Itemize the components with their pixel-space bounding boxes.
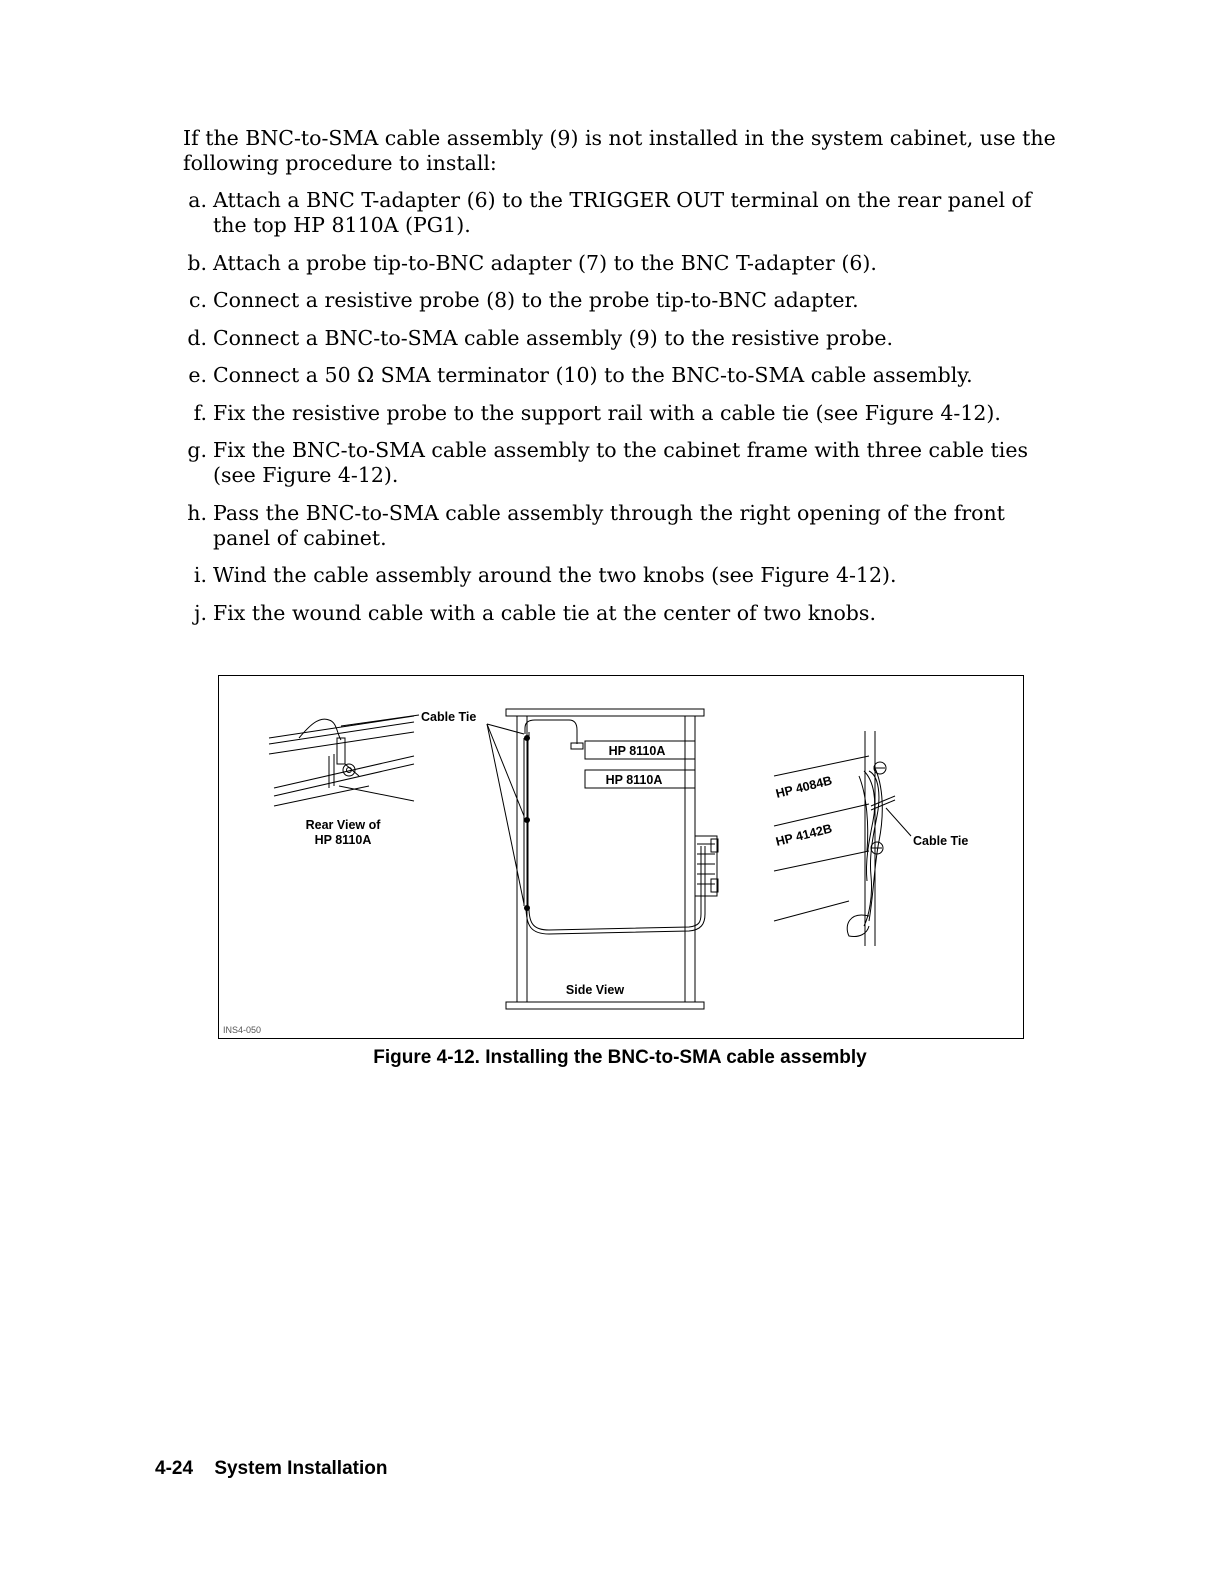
figure-id: INS4-050 xyxy=(223,1025,262,1035)
cable-tie-label-right: Cable Tie xyxy=(913,834,969,848)
intro-paragraph: If the BNC-to-SMA cable assembly (9) is not installed in the system cabinet, use the following procedure to install: xyxy=(183,126,1056,175)
step-text: Attach a BNC T-adapter (6) to the TRIGGER OUT terminal on the rear panel of the top HP 8110A (PG1). xyxy=(213,188,1032,237)
step-text: Connect a resistive probe (8) to the probe tip-to-BNC adapter. xyxy=(213,288,859,312)
figure-caption: Figure 4-12. Installing the BNC-to-SMA cable assembly xyxy=(373,1047,867,1068)
step-text: Connect a 50 Ω SMA terminator (10) to the BNC-to-SMA cable assembly. xyxy=(213,363,973,387)
step-label: g. xyxy=(187,438,207,462)
list-item xyxy=(183,563,1063,588)
step-label: b. xyxy=(187,250,207,275)
cable-tie-leaders xyxy=(341,715,524,904)
step-label: j. xyxy=(194,600,207,625)
step-label: f. xyxy=(193,400,207,425)
installation-diagram xyxy=(219,676,1023,1038)
side-view-label: Side View xyxy=(565,983,625,997)
step-label: d. xyxy=(187,325,207,350)
figure-4-12 xyxy=(218,675,1024,1039)
step-label: c. xyxy=(189,288,207,312)
step-text: Fix the wound cable with a cable tie at the center of two knobs. xyxy=(213,600,876,625)
rear-view-label: Rear View of xyxy=(305,818,381,832)
step-label: i. xyxy=(193,563,207,587)
list-item xyxy=(183,326,1063,351)
list-item xyxy=(183,401,1063,426)
list-item xyxy=(183,251,1063,276)
hp4084b-label: HP 4084B xyxy=(774,773,834,801)
procedure-steps xyxy=(183,188,1063,638)
step-text: Fix the resistive probe to the support rail with a cable tie (see Figure 4-12). xyxy=(213,400,1001,425)
page-footer xyxy=(155,1458,387,1480)
step-label: e. xyxy=(188,363,207,387)
page-number: 4-24 xyxy=(155,1458,194,1479)
step-label: h. xyxy=(187,500,207,525)
rear-view-sketch xyxy=(269,716,414,806)
list-item xyxy=(183,188,1063,238)
step-text: Connect a BNC-to-SMA cable assembly (9) to the resistive probe. xyxy=(213,325,893,350)
step-text: Pass the BNC-to-SMA cable assembly through the right opening of the front panel of cabinet. xyxy=(213,500,1005,550)
list-item xyxy=(183,288,1063,313)
step-label: a. xyxy=(188,188,207,212)
list-item xyxy=(183,501,1063,551)
list-item xyxy=(183,601,1063,626)
instrument-label-top: HP 8110A xyxy=(608,744,666,758)
step-text: Attach a probe tip-to-BNC adapter (7) to the BNC T-adapter (6). xyxy=(213,250,877,275)
list-item xyxy=(183,438,1063,488)
cable-tie-label: Cable Tie xyxy=(421,710,477,724)
section-title: System Installation xyxy=(214,1458,388,1479)
step-text: Fix the BNC-to-SMA cable assembly to the cabinet frame with three cable ties (see Figure 4-12). xyxy=(213,438,1028,487)
hp4142b-label: HP 4142B xyxy=(774,821,834,849)
rear-view-model-label: HP 8110A xyxy=(314,833,372,847)
list-item xyxy=(183,363,1063,388)
instrument-label-bottom: HP 8110A xyxy=(605,773,663,787)
step-text: Wind the cable assembly around the two knobs (see Figure 4-12). xyxy=(213,563,897,587)
